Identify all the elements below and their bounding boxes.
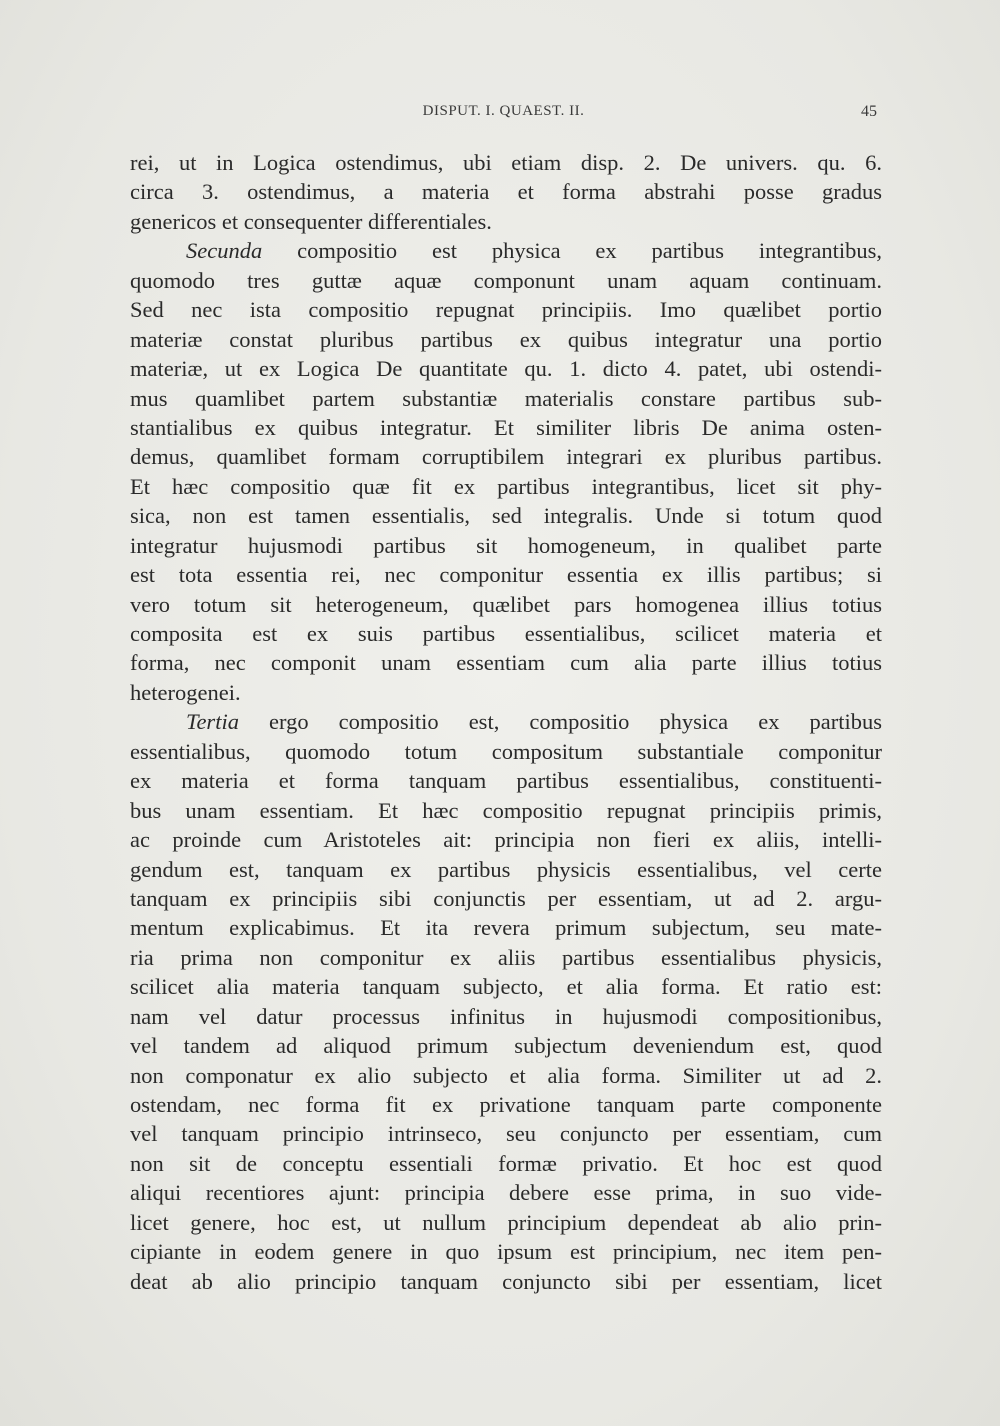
text-line: ex materia et forma tanquam partibus essentialibus, constituenti- bbox=[130, 768, 882, 794]
text-line: tanquam ex principiis sibi conjunctis per essentiam, ut ad 2. argu- bbox=[130, 885, 882, 911]
text-line: integratur hujusmodi partibus sit homogeneum, in qualibet parte bbox=[130, 532, 882, 558]
text-line: genericos et consequenter differentiales. bbox=[130, 208, 492, 234]
running-head bbox=[130, 103, 877, 127]
text-line: est tota essentia rei, nec componitur essentia ex illis partibus; si bbox=[130, 562, 882, 588]
text-line bbox=[130, 707, 882, 736]
text-line: circa 3. ostendimus, a materia et forma abstrahi posse gradus bbox=[130, 179, 882, 205]
text-line: demus, quamlibet formam corruptibilem integrari ex pluribus partibus. bbox=[130, 444, 882, 470]
text-line: materiæ constat pluribus partibus ex quibus integratur una portio bbox=[130, 326, 882, 352]
text-line: stantialibus ex quibus integratur. Et similiter libris De anima osten- bbox=[130, 414, 882, 440]
italic-word: Tertia bbox=[186, 709, 239, 735]
text-line: aliqui recentiores ajunt: principia debere esse prima, in suo vide- bbox=[130, 1180, 882, 1206]
text-line: deat ab alio principio tanquam conjuncto sibi per essentiam, licet bbox=[130, 1268, 882, 1294]
text-line: vero totum sit heterogeneum, quælibet pars homogenea illius totius bbox=[130, 591, 882, 617]
text-line bbox=[130, 236, 882, 265]
text-line: sica, non est tamen essentialis, sed integralis. Unde si totum quod bbox=[130, 503, 882, 529]
text-line: rei, ut in Logica ostendimus, ubi etiam disp. 2. De univers. qu. 6. bbox=[130, 150, 882, 175]
text-line: non componatur ex alio subjecto et alia forma. Similiter ut ad 2. bbox=[130, 1062, 882, 1088]
text-line: nam vel datur processus infinitus in hujusmodi compositionibus, bbox=[130, 1003, 882, 1029]
text-line: materiæ, ut ex Logica De quantitate qu. 1. dicto 4. patet, ubi ostendi- bbox=[130, 356, 882, 382]
text-line: essentialibus, quomodo totum compositum substantiale componitur bbox=[130, 738, 882, 764]
running-head-title: DISPUT. I. QUAEST. II. bbox=[422, 103, 585, 119]
text-line-rest: compositio est physica ex partibus integrantibus, bbox=[297, 238, 882, 264]
body-text bbox=[130, 148, 882, 1296]
text-line: ostendam, nec forma fit ex privatione tanquam parte componente bbox=[130, 1092, 882, 1117]
text-line: mentum explicabimus. Et ita revera primum subjectum, seu mate- bbox=[130, 915, 882, 941]
text-line-rest: ergo compositio est, compositio physica ex partibus bbox=[269, 709, 882, 735]
text-line: gendum est, tanquam ex partibus physicis essentialibus, vel certe bbox=[130, 856, 882, 882]
text-line: quomodo tres guttæ aquæ componunt unam aquam continuam. bbox=[130, 267, 882, 293]
text-line: cipiante in eodem genere in quo ipsum est principium, nec item pen- bbox=[130, 1239, 882, 1265]
text-line: bus unam essentiam. Et hæc compositio repugnat principiis primis, bbox=[130, 797, 882, 823]
page-number: 45 bbox=[861, 103, 877, 120]
text-line: Sed nec ista compositio repugnat principiis. Imo quælibet portio bbox=[130, 297, 882, 323]
text-line: mus quamlibet partem substantiæ materialis constare partibus sub- bbox=[130, 385, 882, 411]
text-line: ac proinde cum Aristoteles ait: principia non fieri ex aliis, intelli- bbox=[130, 827, 882, 853]
text-line: composita est ex suis partibus essentialibus, scilicet materia et bbox=[130, 621, 882, 646]
text-line: Et hæc compositio quæ fit ex partibus integrantibus, licet sit phy- bbox=[130, 473, 882, 499]
text-line: non sit de conceptu essentiali formæ privatio. Et hoc est quod bbox=[130, 1150, 882, 1176]
italic-word: Secunda bbox=[186, 238, 263, 264]
text-line: ria prima non componitur ex aliis partibus essentialibus physicis, bbox=[130, 944, 882, 970]
text-line: scilicet alia materia tanquam subjecto, et alia forma. Et ratio est: bbox=[130, 974, 882, 1000]
text-line: vel tanquam principio intrinseco, seu conjuncto per essentiam, cum bbox=[130, 1121, 882, 1147]
text-line: vel tandem ad aliquod primum subjectum deveniendum est, quod bbox=[130, 1033, 882, 1059]
text-line: heterogenei. bbox=[130, 679, 241, 705]
text-line: licet genere, hoc est, ut nullum principium dependeat ab alio prin- bbox=[130, 1209, 882, 1235]
text-line: forma, nec componit unam essentiam cum alia parte illius totius bbox=[130, 650, 882, 676]
